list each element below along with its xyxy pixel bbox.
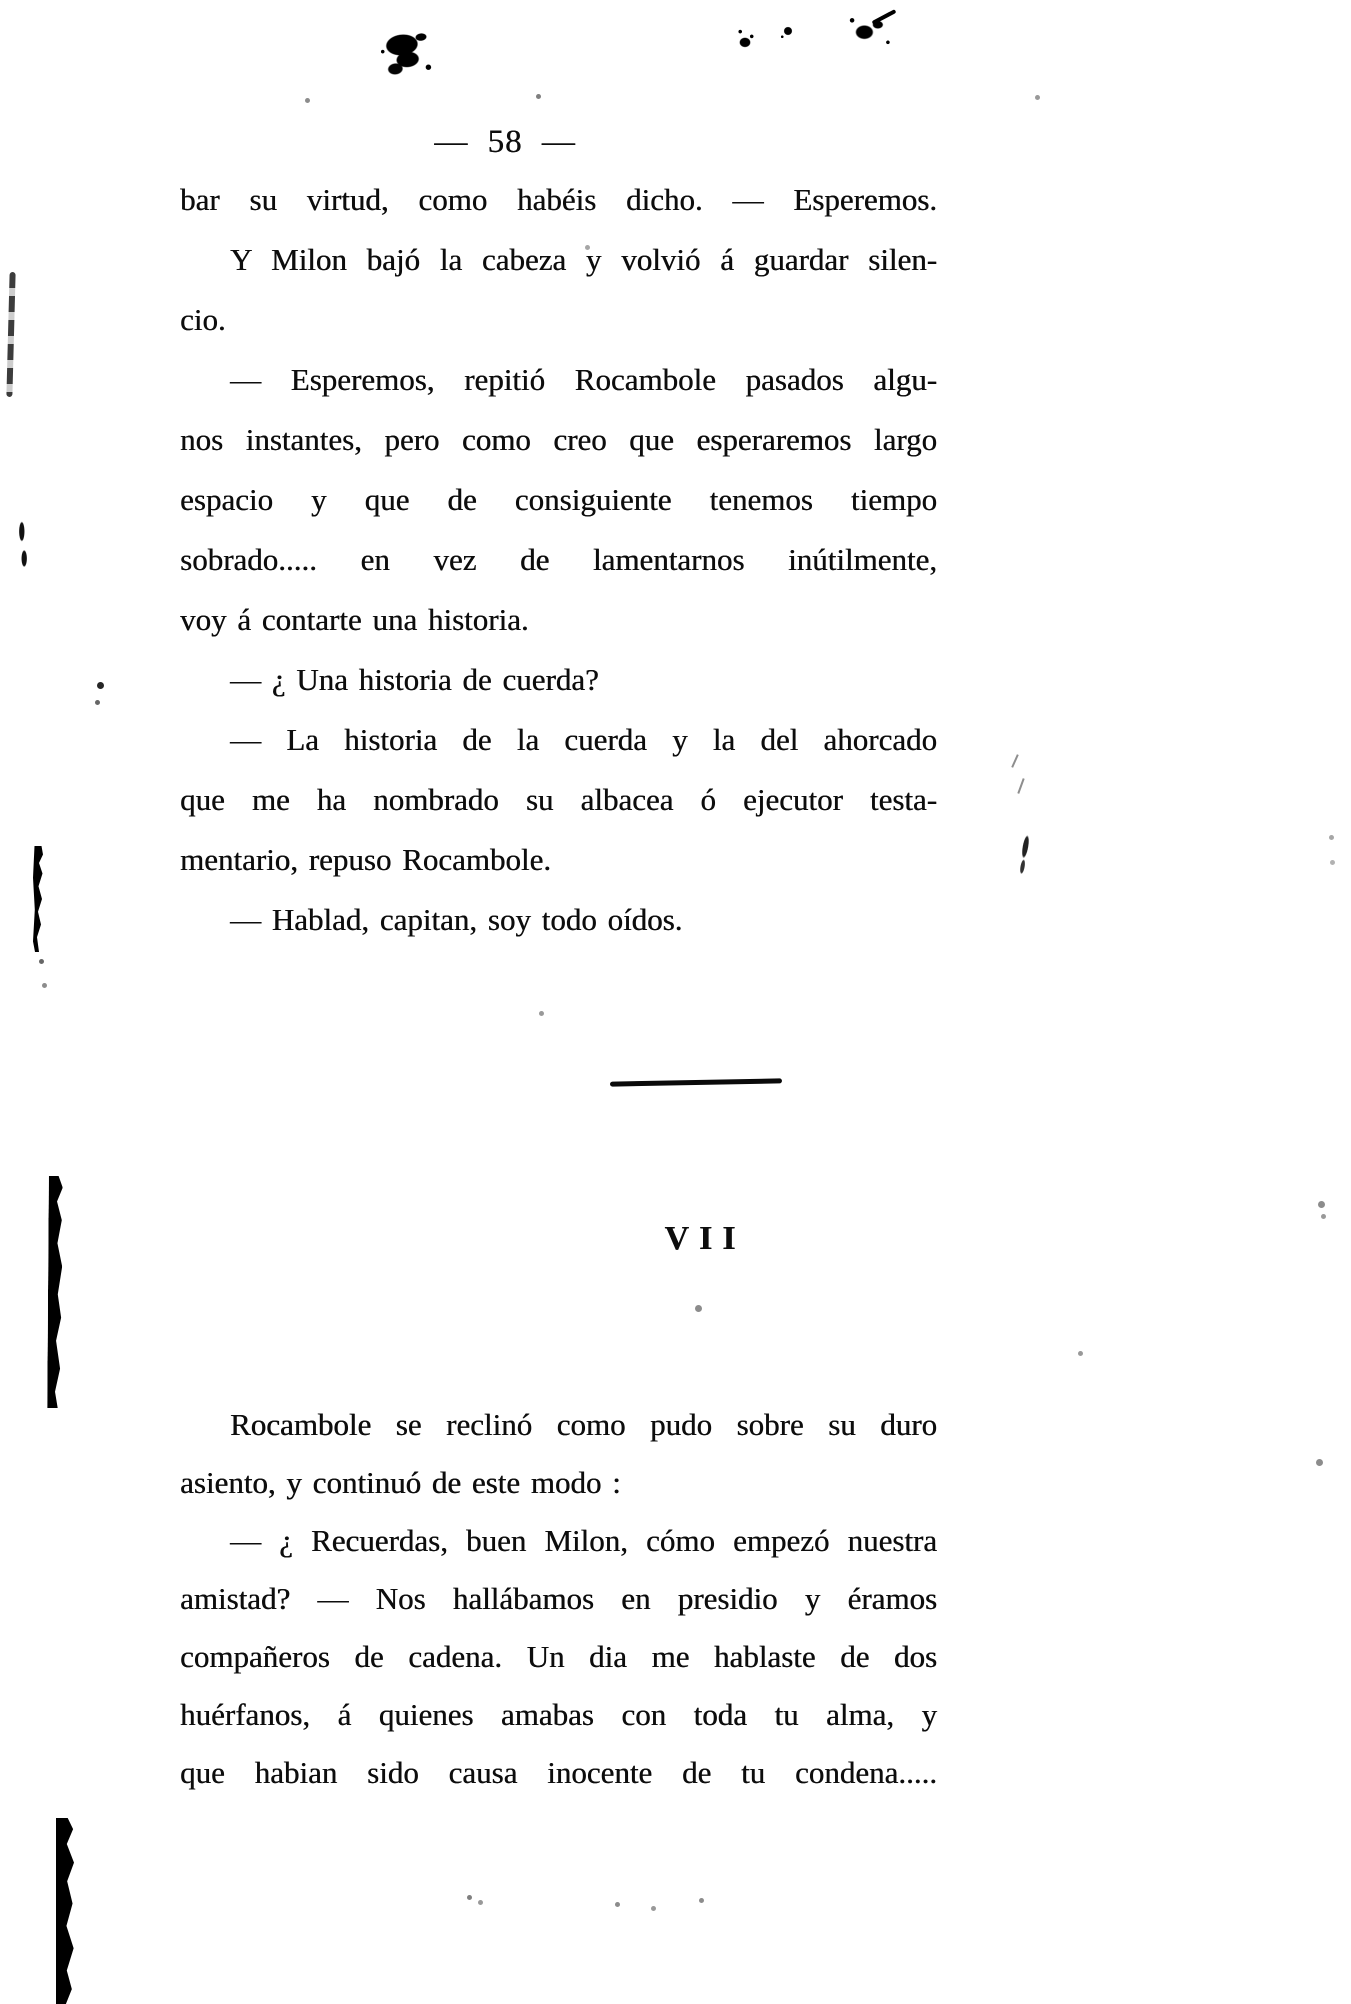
- text-line: — Hablad, capitan, soy todo oídos.: [230, 902, 683, 937]
- page-number: — 58 —: [434, 124, 576, 160]
- text-line: amistad? — Nos hallábamos en presidio y éramos: [180, 1581, 937, 1616]
- ink-blot-top-left: [373, 23, 439, 87]
- chapter-heading: VII: [664, 1220, 746, 1257]
- text-line: asiento, y continuó de este modo :: [180, 1465, 621, 1500]
- text-line: — ¿ Una historia de cuerda?: [230, 662, 599, 697]
- text-line: — La historia de la cuerda y la del ahorcado: [230, 722, 937, 757]
- text-line: que me ha nombrado su albacea ó ejecutor testa-: [180, 782, 937, 817]
- paragraph-block-top: [180, 170, 937, 950]
- text-line: sobrado..... en vez de lamentarnos inútilmente,: [180, 542, 937, 577]
- text-line: compañeros de cadena. Un dia me hablaste de dos: [180, 1639, 937, 1674]
- ink-speck-top-center: [733, 28, 757, 52]
- left-margin-scratch: [6, 272, 15, 397]
- right-margin-ticks: [1010, 752, 1028, 800]
- text-line: que habian sido causa inocente de tu condena.....: [180, 1755, 937, 1790]
- text-line: nos instantes, pero como creo que esperaremos largo: [180, 422, 937, 457]
- left-margin-streak-middle: [47, 1176, 63, 1408]
- text-line: — ¿ Recuerdas, buen Milon, cómo empezó nuestra: [230, 1523, 937, 1558]
- left-margin-mark: [17, 518, 29, 572]
- paragraph-block-chapter: [180, 1396, 937, 1802]
- section-divider-rule: [610, 1078, 782, 1086]
- left-margin-streak-upper: [33, 846, 43, 952]
- text-line: huérfanos, á quienes amabas con toda tu alma, y: [180, 1697, 937, 1732]
- text-line: mentario, repuso Rocambole.: [180, 842, 552, 877]
- text-line: espacio y que de consiguiente tenemos tiempo: [180, 482, 937, 517]
- text-line: — Esperemos, repitió Rocambole pasados algu-: [230, 362, 937, 397]
- ink-speck-top-center-2: [779, 22, 797, 40]
- ink-blot-top-right: [842, 8, 898, 52]
- text-line: cio.: [180, 302, 226, 337]
- text-line: Y Milon bajó la cabeza y volvió á guardar silen-: [230, 242, 937, 277]
- left-margin-streak-bottom: [56, 1818, 74, 2004]
- text-line: Rocambole se reclinó como pudo sobre su duro: [230, 1407, 937, 1442]
- text-line: voy á contarte una historia.: [180, 602, 529, 637]
- text-line: bar su virtud, como habéis dicho. — Esperemos.: [180, 182, 937, 217]
- dust-specks: [0, 0, 3, 3]
- right-margin-mark: [1014, 833, 1033, 876]
